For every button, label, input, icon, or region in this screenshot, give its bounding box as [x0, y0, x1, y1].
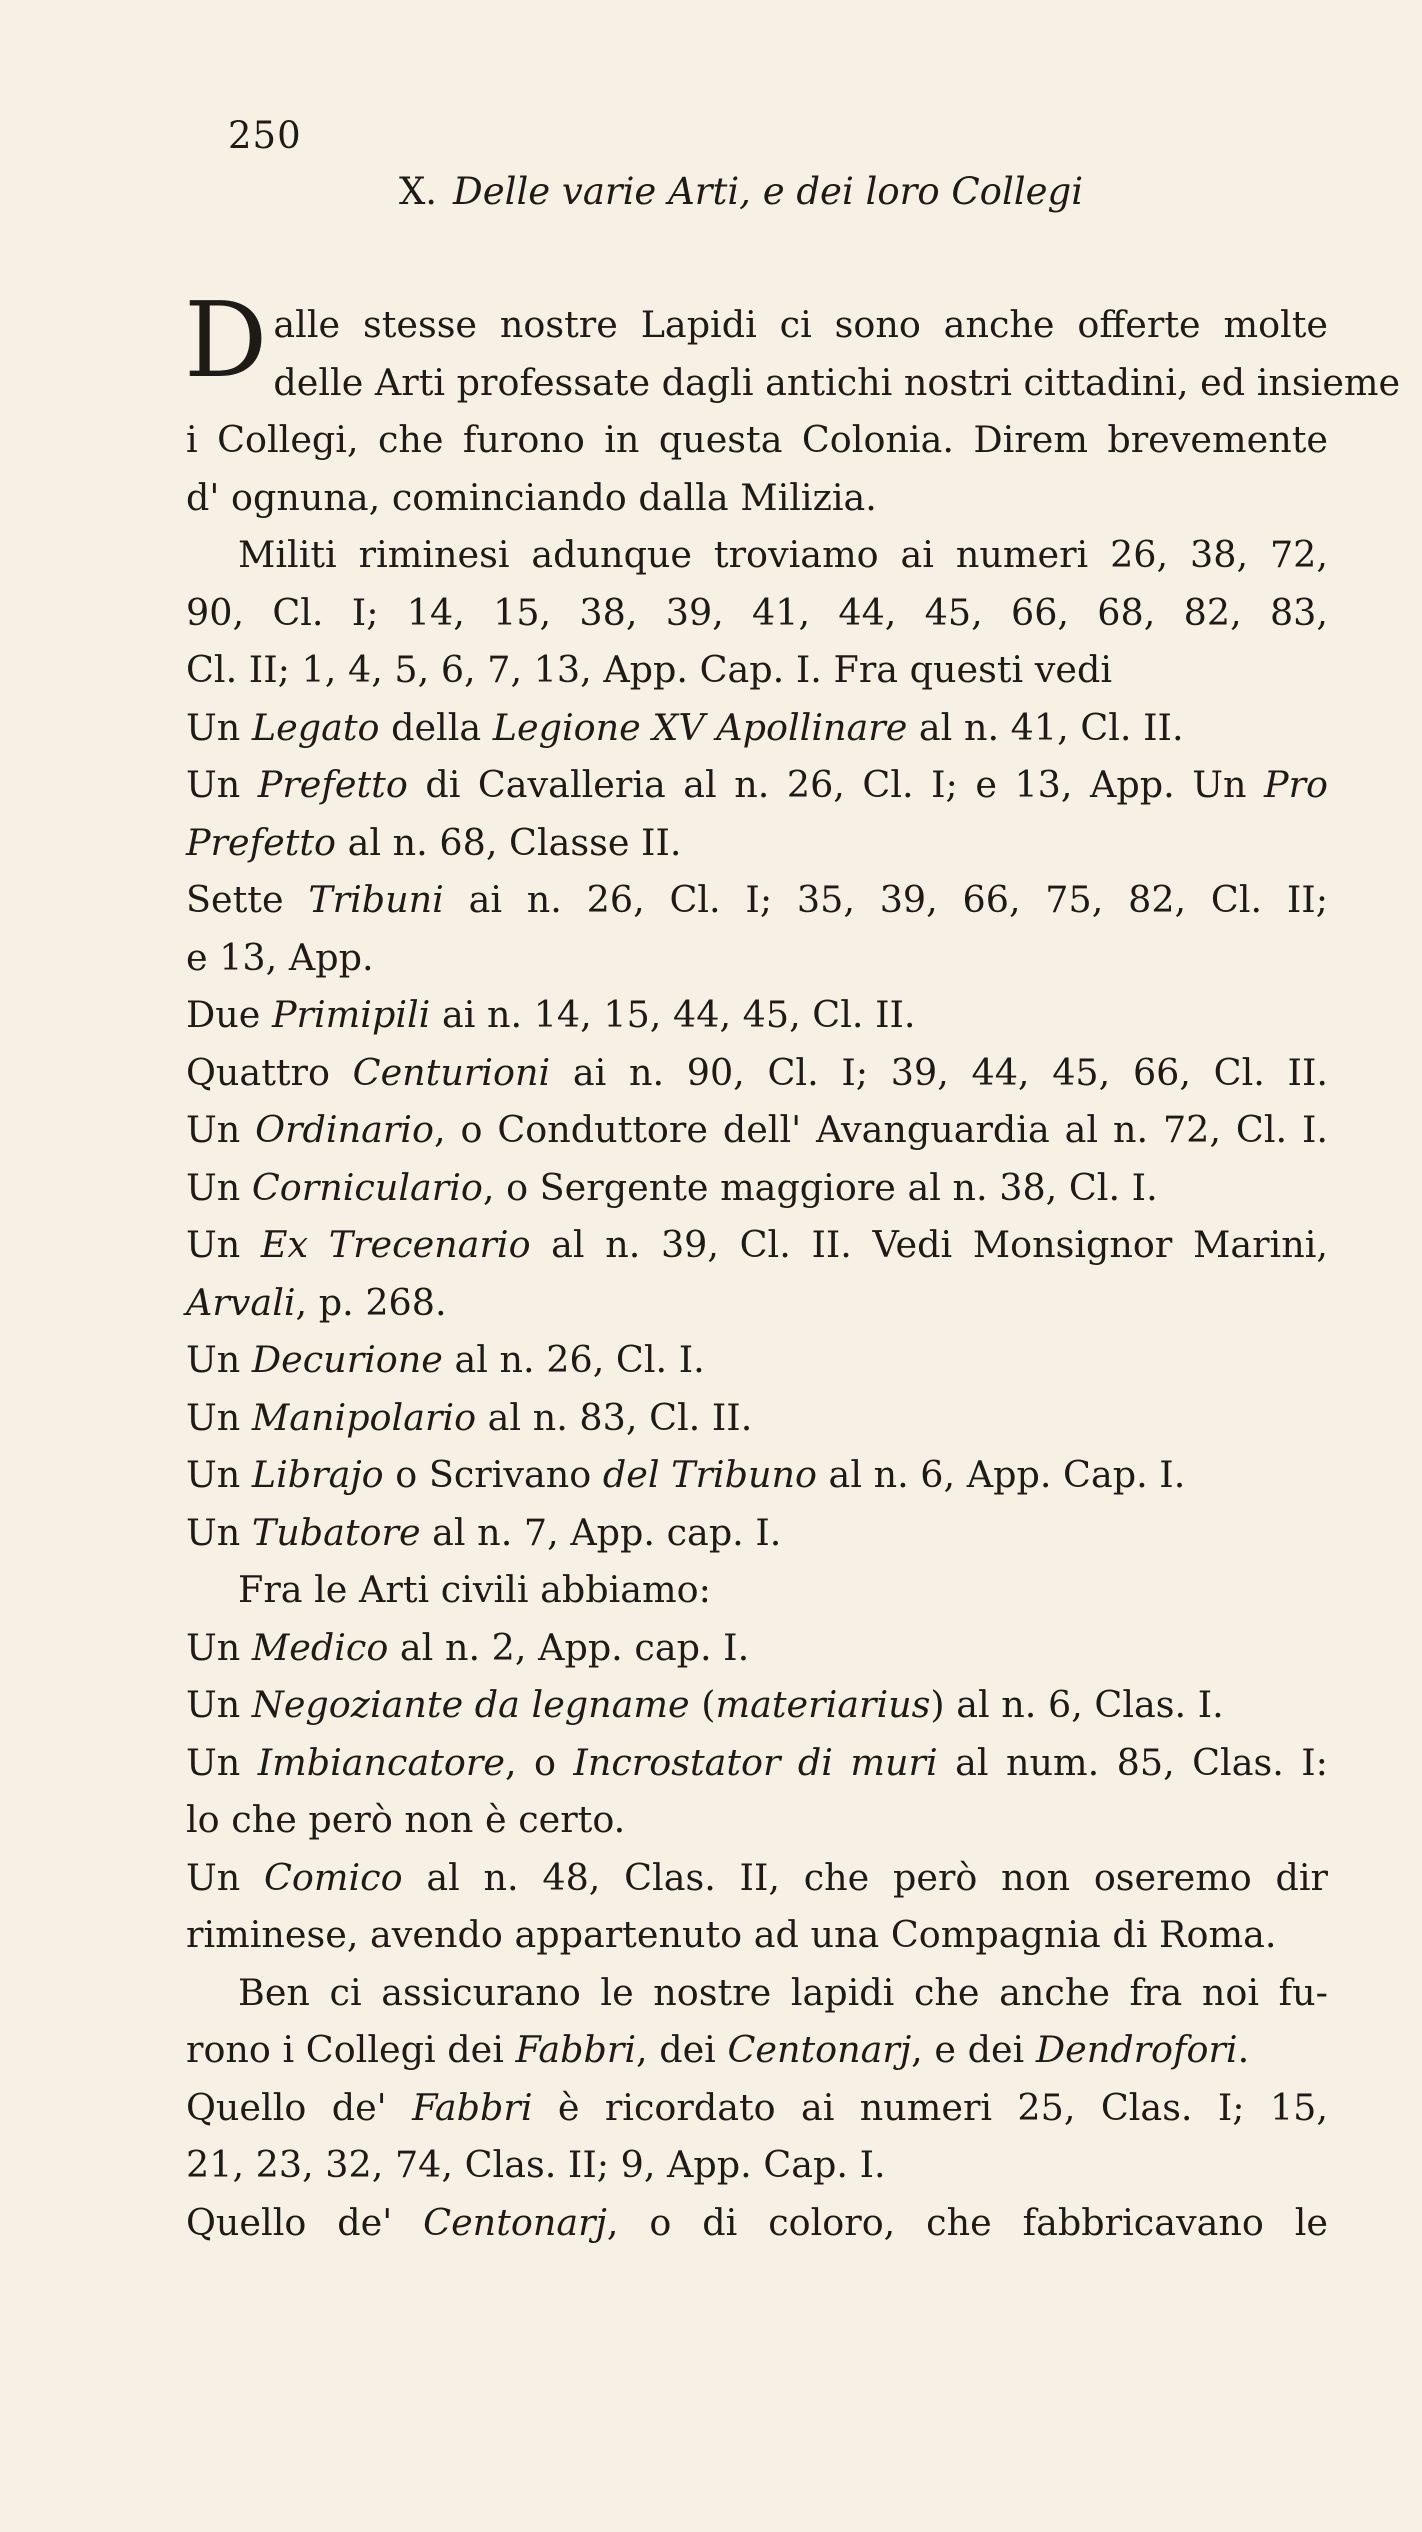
text-run: Un: [186, 1338, 252, 1381]
text-run: (: [689, 1683, 716, 1726]
text-line: [186, 1849, 1328, 1907]
italic-term: Manipolario: [251, 1395, 477, 1439]
text-run: ai n. 14, 15, 44, 45, Cl. II.: [430, 993, 916, 1036]
text-line: [186, 1331, 1328, 1389]
text-run: alle stesse nostre Lapidi ci sono anche offerte molte: [273, 303, 1328, 346]
text-run: Fra le Arti civili abbiamo:: [238, 1568, 711, 1611]
text-run: delle Arti professate dagli antichi nostri cittadini, ed insieme: [273, 360, 1401, 404]
text-line: [186, 1906, 1328, 1964]
text-run: , o Sergente maggiore al n. 38, Cl. I.: [482, 1165, 1158, 1209]
body-text: [184, 279, 1401, 2251]
italic-term: Centurioni: [352, 1050, 551, 1094]
text-line: [186, 1389, 1328, 1447]
italic-term: Tribuni: [308, 878, 444, 921]
italic-term: Ex Trecenario: [260, 1223, 531, 1266]
text-run: d' ognuna, cominciando dalla Milizia.: [186, 475, 877, 519]
text-run: Un: [186, 1453, 252, 1496]
italic-term: Arvali: [186, 1280, 296, 1324]
text-line: [186, 699, 1328, 757]
italic-term: Incrostator di muri: [573, 1740, 938, 1784]
text-line: [186, 1274, 1328, 1332]
text-line: [186, 1504, 1328, 1562]
text-line: [186, 1676, 1328, 1734]
text-line: [186, 411, 1328, 469]
text-run: Un: [186, 1395, 252, 1439]
text-run: Un: [186, 1683, 252, 1726]
italic-term: Imbiancatore: [257, 1740, 505, 1784]
italic-term: Comico: [264, 1855, 403, 1899]
text-run: è ricordato ai numeri 25, Clas. I; 15,: [532, 2085, 1328, 2129]
italic-term: Centonarj: [423, 2200, 607, 2244]
text-line: [186, 641, 1328, 699]
text-run: Un: [186, 763, 258, 806]
text-run: Cl. II; 1, 4, 5, 6, 7, 13, App. Cap. I. Fra questi vedi: [186, 648, 1113, 691]
text-run: Un: [186, 705, 252, 749]
text-line: [186, 1561, 1328, 1619]
text-run: Quattro: [186, 1050, 353, 1094]
text-run: ai n. 26, Cl. I; 35, 39, 66, 75, 82, Cl. II;: [443, 878, 1329, 921]
text-line: [186, 756, 1328, 814]
text-run: , p. 268.: [295, 1280, 447, 1324]
text-run: 21, 23, 32, 74, Clas. II; 9, App. Cap. I.: [186, 2143, 886, 2186]
text-run: al n. 83, Cl. II.: [476, 1395, 753, 1439]
text-run: della: [379, 705, 493, 749]
text-line: [186, 1446, 1328, 1504]
section-heading: [0, 170, 1422, 213]
italic-term: materiarius: [715, 1683, 931, 1726]
text-run: , e dei: [911, 2028, 1036, 2071]
text-line: [186, 871, 1328, 929]
text-line: [186, 1044, 1328, 1102]
text-run: al n. 41, Cl. II.: [907, 705, 1184, 749]
text-run: al n. 7, App. cap. I.: [420, 1510, 782, 1554]
italic-term: Corniculario: [251, 1165, 483, 1209]
text-run: al n. 39, Cl. II. Vedi Monsignor Marini,: [530, 1223, 1328, 1266]
text-line: [186, 2079, 1328, 2137]
italic-term: Dendrofori: [1035, 2028, 1238, 2071]
page-number: 250: [228, 114, 302, 157]
text-run: Un: [186, 1510, 252, 1554]
text-run: al n. 48, Clas. II, che però non oseremo dir: [402, 1855, 1328, 1899]
text-run: Sette: [186, 878, 309, 921]
text-run: , o: [504, 1740, 574, 1784]
text-run: Un: [186, 1108, 256, 1151]
text-run: Un: [186, 1855, 264, 1899]
text-run: al num. 85, Clas. I:: [937, 1740, 1328, 1784]
section-title: Delle varie Arti, e dei loro Collegi: [453, 170, 1084, 213]
text-run: e 13, App.: [186, 935, 374, 979]
italic-term: Negoziante da legname: [251, 1683, 690, 1726]
text-run: al n. 68, Classe II.: [336, 820, 682, 864]
text-run: Un: [186, 1740, 258, 1784]
text-line: [186, 1734, 1328, 1792]
italic-term: Legato: [251, 705, 380, 749]
text-run: o Scrivano: [383, 1453, 603, 1496]
text-run: di Cavalleria al n. 26, Cl. I; e 13, App. Un: [407, 763, 1265, 806]
text-run: Quello de': [186, 2200, 424, 2244]
drop-cap: D: [184, 279, 268, 401]
italic-term: Pro: [1264, 763, 1328, 806]
text-run: al n. 6, App. Cap. I.: [816, 1453, 1186, 1496]
text-run: al n. 2, App. cap. I.: [388, 1625, 750, 1669]
text-run: , dei: [636, 2028, 728, 2071]
text-run: rono i Collegi dei: [186, 2028, 516, 2071]
text-line: [186, 584, 1328, 642]
text-run: 90, Cl. I; 14, 15, 38, 39, 41, 44, 45, 66, 68, 82, 83,: [186, 590, 1328, 634]
text-line: [186, 1216, 1328, 1274]
italic-term: Prefetto: [257, 763, 408, 806]
text-line: [186, 1101, 1328, 1159]
italic-term: Fabbri: [412, 2085, 533, 2129]
text-run: i Collegi, che furono in questa Colonia. Direm brevemente: [186, 418, 1328, 461]
italic-term: Primipili: [271, 993, 431, 1036]
text-run: Due: [186, 993, 272, 1036]
text-run: .: [1237, 2028, 1250, 2071]
text-run: , o di coloro, che fabbricavano le: [606, 2200, 1328, 2244]
text-line: [186, 2021, 1328, 2079]
text-line: [186, 469, 1328, 527]
text-run: , o Conduttore dell' Avanguardia al n. 72, Cl. I.: [433, 1108, 1329, 1151]
italic-term: Fabbri: [515, 2028, 636, 2071]
text-run: Militi riminesi adunque troviamo ai numeri 26, 38, 72,: [238, 533, 1328, 576]
italic-term: Decurione: [251, 1338, 443, 1381]
text-run: riminese, avendo appartenuto ad una Compagnia di Roma.: [186, 1913, 1277, 1956]
text-line: [186, 1619, 1328, 1677]
italic-term: del Tribuno: [602, 1453, 817, 1496]
text-line: [186, 929, 1328, 987]
text-line: [186, 1159, 1328, 1217]
text-line: [186, 2136, 1328, 2194]
text-line: [186, 2194, 1328, 2252]
italic-term: Tubatore: [251, 1510, 421, 1554]
text-run: Ben ci assicurano le nostre lapidi che anche fra noi fu-: [238, 1970, 1328, 2014]
section-number: X.: [398, 170, 438, 213]
text-line: [186, 354, 1401, 412]
text-run: Un: [186, 1165, 252, 1209]
text-line: [186, 1791, 1328, 1849]
italic-term: Librajo: [251, 1453, 384, 1496]
text-run: Un: [186, 1223, 261, 1266]
text-run: Quello de': [186, 2085, 413, 2129]
text-run: Un: [186, 1625, 252, 1669]
text-line: [186, 814, 1328, 872]
italic-term: Legione XV Apollinare: [492, 705, 908, 749]
text-line: [186, 1964, 1328, 2022]
italic-term: Medico: [251, 1625, 389, 1669]
italic-term: Ordinario: [255, 1108, 434, 1151]
text-line: [186, 526, 1328, 584]
text-run: ai n. 90, Cl. I; 39, 44, 45, 66, Cl. II.: [550, 1050, 1328, 1094]
italic-term: Centonarj: [727, 2028, 912, 2071]
italic-term: Prefetto: [186, 820, 337, 864]
text-run: al n. 26, Cl. I.: [442, 1338, 705, 1381]
text-run: lo che però non è certo.: [186, 1798, 626, 1841]
text-run: ) al n. 6, Clas. I.: [930, 1683, 1224, 1726]
text-line: [186, 986, 1328, 1044]
